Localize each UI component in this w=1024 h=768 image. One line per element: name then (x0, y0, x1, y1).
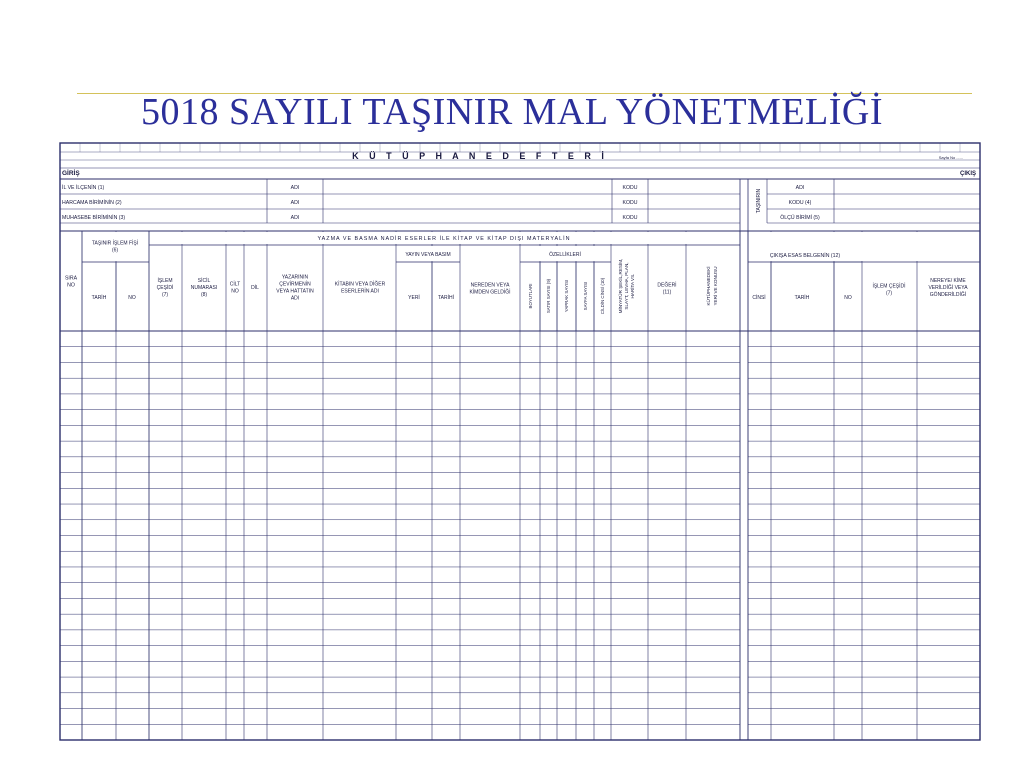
tarih-header: TARİH (91, 295, 107, 301)
degeri-header: DEĞERİ (657, 282, 677, 289)
islem-cesidi-header: (7) (161, 292, 169, 298)
info-row-label: HARCAMA BİRİMİNİN (2) (62, 200, 122, 206)
no-header: NO (128, 295, 136, 301)
cilt-no-header: CİLT (229, 281, 241, 288)
degeri-header: (11) (662, 289, 672, 296)
sira-no-header: NO (67, 282, 75, 289)
exit-label: ÇIKIŞ (959, 171, 976, 177)
tasinirin-row-label: KODU (4) (788, 200, 812, 206)
cilt-no-header: NO (231, 288, 239, 295)
info-kodu-label: KODU (622, 215, 638, 221)
page-no: Sayfa No ...... (938, 155, 963, 160)
minyatur-header: SLAYT, LEVHA, PLAN, (624, 262, 629, 310)
nereye-header: GÖNDERİLDİĞİ (929, 292, 967, 298)
cikis-islem-header: (7) (885, 290, 893, 297)
kutuphane-yeri-header: KÜTÜPHANEDEKİ (706, 266, 711, 306)
slide-title: 5018 SAYILI TAŞINIR MAL YÖNETMELİĞİ (140, 91, 884, 133)
kitap-adi-header: ESERLERİN ADI (341, 288, 379, 295)
dil-header: DİL (251, 285, 259, 291)
islem-cesidi-header: İŞLEM (157, 278, 173, 284)
ozellik-col-header: SAYFA SAYISI (583, 281, 588, 311)
yazma-header: YAZMA VE BASMA NADİR ESERLER İLE KİTAP VE KİTAP DIŞI MATERYALİN (317, 236, 571, 242)
sicil-header: SİCİL (197, 278, 211, 284)
form-title: K Ü T Ü P H A N E D E F T E R İ (352, 151, 608, 161)
merged-cell-cover (83, 232, 148, 261)
yazar-header: ÇEVİRMENİN (279, 281, 311, 288)
yayin-header: YAYIN VEYA BASIM (405, 252, 451, 258)
info-row-label: İL VE İLÇENİN (1) (62, 185, 105, 191)
minyatur-header: MİNYATÜR ŞEKİL,RESİM, (618, 258, 623, 314)
islem-cesidi-header: ÇEŞİDİ (156, 285, 174, 291)
yazar-header: VEYA HATTATIN (276, 288, 314, 295)
info-row-label: MUHASEBE BİRİMİNİN (3) (62, 215, 126, 221)
sira-no-header: SIRA (64, 275, 78, 282)
ozellik-col-header: BOYUTLARI (528, 283, 533, 309)
sicil-header: NUMARASI (190, 285, 218, 291)
ozellik-col-header: YAPRAK SAYISI (564, 279, 569, 313)
nereden-header: NEREDEN VEYA (470, 282, 510, 289)
ozellik-col-header: SATIR SAYISI (9) (546, 278, 551, 314)
yazar-header: YAZARININ (281, 274, 309, 281)
cikis-tarih-header: TARİH (794, 295, 810, 301)
nereye-header: NEREYE/ KİME (930, 278, 966, 284)
sicil-header: (8) (200, 292, 208, 298)
yeri-header: YERİ (408, 295, 420, 301)
yazar-header: ADI (290, 295, 300, 302)
cikisa-esas-header: ÇIKIŞA ESAS BELGENİN (12) (769, 253, 841, 259)
islem-fisi-header: TAŞINIR İŞLEM FİŞİ (91, 240, 139, 247)
kutuphane-yeri-header: YERİ VE KONUSU (713, 266, 718, 306)
nereden-header: KİMDEN GELDİĞİ (469, 289, 511, 296)
tasinirin-label: TAŞINIRIN (756, 188, 762, 214)
nereye-header: VERİLDİĞİ VEYA (928, 285, 968, 291)
info-adi-label: ADI (290, 185, 300, 191)
cinsi-header: CİNSİ (752, 295, 766, 301)
tasinirin-row-label: ÖLÇÜ BİRİMİ (5) (780, 215, 820, 221)
cikis-islem-header: İŞLEM ÇEŞİDİ (872, 283, 906, 290)
tasinirin-row-label: ADI (795, 185, 805, 191)
kitap-adi-header: KİTABIN VEYA DİĞER (334, 281, 386, 288)
info-kodu-label: KODU (622, 200, 638, 206)
tarihi-header: TARİHİ (437, 295, 455, 301)
ozellikleri-header: ÖZELLİKLERİ (549, 252, 581, 258)
info-kodu-label: KODU (622, 185, 638, 191)
islem-fisi-header: (6) (111, 247, 119, 254)
cikis-no-header: NO (844, 295, 852, 301)
minyatur-header: HARİTA VS. (630, 273, 635, 299)
info-adi-label: ADI (290, 200, 300, 206)
merged-cell-cover (863, 263, 916, 330)
entry-label: GİRİŞ (62, 170, 80, 177)
info-adi-label: ADI (290, 215, 300, 221)
ozellik-col-header: CİLDİN CİNSİ (10) (600, 277, 605, 315)
